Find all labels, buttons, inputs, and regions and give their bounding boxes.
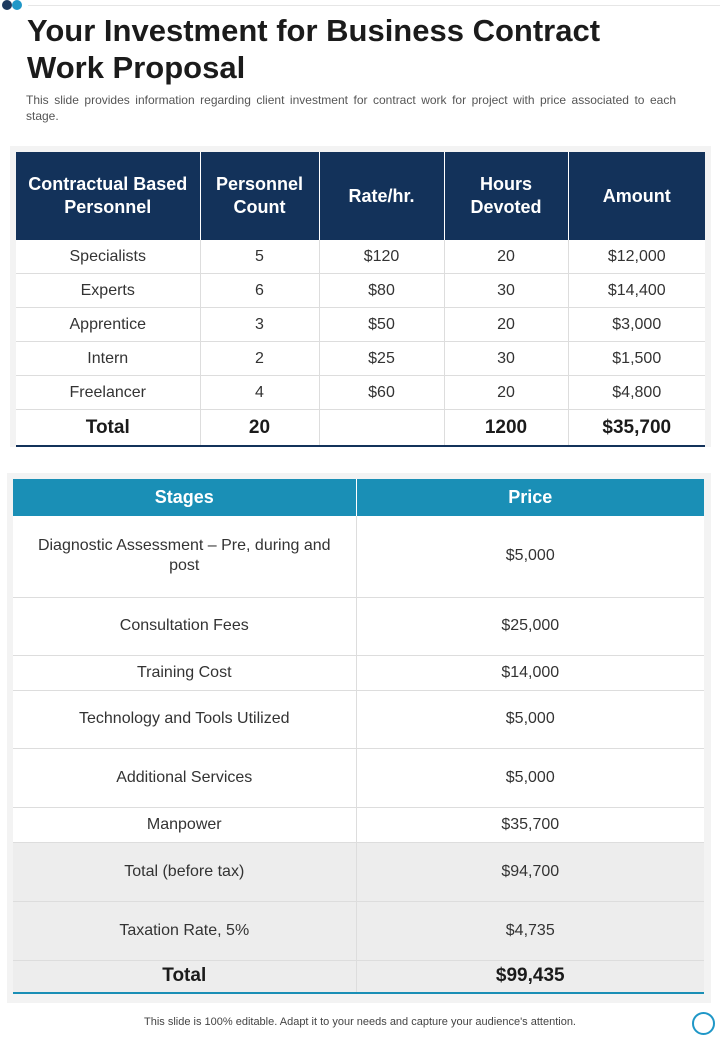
dot-dark — [2, 0, 12, 10]
cell-hours: 30 — [444, 274, 568, 308]
total-label: Total — [16, 410, 200, 447]
cell-count: 6 — [200, 274, 319, 308]
top-divider — [28, 5, 720, 6]
stages-table — [13, 479, 704, 994]
table-row — [13, 807, 704, 842]
cell-stage: Taxation Rate, 5% — [13, 901, 356, 960]
cell-count: 4 — [200, 376, 319, 410]
header-hours: Hours Devoted — [444, 152, 568, 240]
cell-rate: $25 — [319, 342, 444, 376]
cell-stage: Total (before tax) — [13, 842, 356, 901]
cell-price: $5,000 — [356, 690, 704, 748]
cell-amount: $1,500 — [568, 342, 705, 376]
table-row — [16, 376, 705, 410]
table-row — [13, 597, 704, 655]
page-title: Your Investment for Business Contract Work Proposal — [27, 13, 601, 85]
cell-count: 3 — [200, 308, 319, 342]
cell-stage: Additional Services — [13, 748, 356, 807]
table-row — [16, 274, 705, 308]
table-row — [13, 842, 704, 901]
cell-rate: $60 — [319, 376, 444, 410]
cell-hours: 20 — [444, 240, 568, 274]
footer-note: This slide is 100% editable. Adapt it to your needs and capture your audience's attention. — [144, 1016, 576, 1028]
cell-personnel: Specialists — [16, 240, 200, 274]
table-row — [13, 516, 704, 597]
cell-stage: Technology and Tools Utilized — [13, 690, 356, 748]
cell-price: $35,700 — [356, 807, 704, 842]
page-subtitle: This slide provides information regarding client investment for contract work for project with price associated to each stage. — [26, 93, 676, 123]
cell-stage: Consultation Fees — [13, 597, 356, 655]
cell-price: $5,000 — [356, 516, 704, 597]
cell-amount: $3,000 — [568, 308, 705, 342]
cell-count: 2 — [200, 342, 319, 376]
total-price: $99,435 — [356, 960, 704, 993]
personnel-table-panel — [10, 146, 711, 447]
cell-hours: 20 — [444, 376, 568, 410]
cell-stage: Manpower — [13, 807, 356, 842]
dot-light — [12, 0, 22, 10]
cell-rate: $120 — [319, 240, 444, 274]
cell-amount: $14,400 — [568, 274, 705, 308]
total-rate — [319, 410, 444, 447]
cell-price: $94,700 — [356, 842, 704, 901]
table-row — [13, 901, 704, 960]
cell-price: $14,000 — [356, 655, 704, 690]
table-row — [16, 308, 705, 342]
total-label: Total — [13, 960, 356, 993]
table-row — [13, 690, 704, 748]
personnel-header-row — [16, 152, 705, 240]
table-row — [13, 748, 704, 807]
cell-price: $5,000 — [356, 748, 704, 807]
table-row — [16, 342, 705, 376]
circle-icon — [692, 1012, 715, 1035]
cell-personnel: Intern — [16, 342, 200, 376]
total-hours: 1200 — [444, 410, 568, 447]
decorative-dots — [2, 0, 26, 10]
cell-stage: Training Cost — [13, 655, 356, 690]
header-price: Price — [356, 479, 704, 516]
cell-amount: $12,000 — [568, 240, 705, 274]
personnel-table — [16, 152, 705, 447]
header-amount: Amount — [568, 152, 705, 240]
stages-total-row — [13, 960, 704, 993]
table-row — [16, 240, 705, 274]
total-count: 20 — [200, 410, 319, 447]
cell-personnel: Freelancer — [16, 376, 200, 410]
table-row — [13, 655, 704, 690]
cell-hours: 20 — [444, 308, 568, 342]
cell-stage: Diagnostic Assessment – Pre, during and post — [13, 516, 356, 597]
cell-count: 5 — [200, 240, 319, 274]
cell-personnel: Experts — [16, 274, 200, 308]
cell-hours: 30 — [444, 342, 568, 376]
stages-header-row — [13, 479, 704, 516]
cell-rate: $80 — [319, 274, 444, 308]
cell-price: $4,735 — [356, 901, 704, 960]
cell-personnel: Apprentice — [16, 308, 200, 342]
stages-table-panel — [7, 473, 711, 1003]
cell-price: $25,000 — [356, 597, 704, 655]
header-rate: Rate/hr. — [319, 152, 444, 240]
header-stages: Stages — [13, 479, 356, 516]
personnel-total-row — [16, 410, 705, 447]
header-personnel: Contractual Based Personnel — [16, 152, 200, 240]
header-count: Personnel Count — [200, 152, 319, 240]
total-amount: $35,700 — [568, 410, 705, 447]
cell-rate: $50 — [319, 308, 444, 342]
cell-amount: $4,800 — [568, 376, 705, 410]
